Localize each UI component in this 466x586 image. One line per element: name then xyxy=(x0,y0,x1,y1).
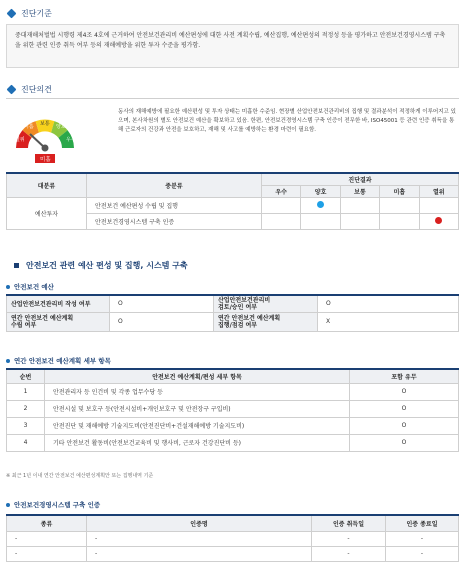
grade-header: 양호 xyxy=(301,185,340,197)
budget-value: O xyxy=(110,295,214,312)
budget-label-line: 연간 안전보건 예산계획 xyxy=(11,314,74,322)
result-table xyxy=(6,172,459,230)
gauge-icon xyxy=(10,104,80,164)
budget-value: O xyxy=(318,295,459,312)
grade-header: 미흡 xyxy=(380,185,419,197)
plan-inc: O xyxy=(350,400,459,417)
gauge-label-1: 미흡 xyxy=(24,124,34,130)
budget-label-line: 산업안전보건관리비 xyxy=(218,296,271,304)
budget-title: 안전보건 예산 xyxy=(14,283,54,291)
budget-label-line: 연간 안전보건 예산계획 xyxy=(218,314,281,322)
col-result-header: 진단결과 xyxy=(262,173,459,185)
grade-marker-dot xyxy=(435,217,442,224)
plan-header-inc: 포함 유무 xyxy=(350,369,459,383)
budget-label xyxy=(214,295,318,312)
cert-heading xyxy=(6,500,100,509)
cert-kind: - xyxy=(7,531,87,546)
diamond-bullet-icon xyxy=(7,85,17,95)
budget-label-line: 집행/점검 여부 xyxy=(218,321,258,329)
section2-title: 안전보건 관련 예산 편성 및 집행, 시스템 구축 xyxy=(26,261,188,270)
minor-cell: 안전보건경영시스템 구축 인증 xyxy=(87,213,262,229)
grade-cell xyxy=(380,197,419,213)
gauge-label-2: 보통 xyxy=(40,121,50,127)
cert-start: - xyxy=(312,546,386,561)
plan-item: 안전진단 및 재해예방 기술지도비(안전진단비+건설재해예방 기술지도비) xyxy=(45,417,350,434)
plan-item: 기타 안전보건 활동비(안전보건교육비 및 행사비, 근로자 건강진단비 등) xyxy=(45,434,350,451)
plan-table xyxy=(6,368,459,452)
budget-value: O xyxy=(110,312,214,331)
cert-kind: - xyxy=(7,546,87,561)
divider xyxy=(6,98,459,99)
gauge-value-label: 미흡 xyxy=(40,157,51,163)
grade-cell xyxy=(301,197,340,213)
cert-table xyxy=(6,514,459,562)
budget-label-line: 수립 여부 xyxy=(11,321,37,329)
dot-bullet-icon xyxy=(6,503,10,507)
table-row xyxy=(7,383,459,400)
major-cell: 예산투자 xyxy=(7,197,87,229)
opinion-title: 진단의견 xyxy=(21,85,52,94)
cert-end: - xyxy=(386,531,459,546)
plan-header-item: 안전보건 예산계획/편성 세부 항목 xyxy=(45,369,350,383)
cert-header-end: 인증 종료일 xyxy=(386,515,459,531)
plan-heading xyxy=(6,356,111,365)
grade-cell xyxy=(419,197,458,213)
gauge-label-4: 우수 xyxy=(66,137,76,143)
criteria-heading xyxy=(8,8,52,19)
grade-header: 우수 xyxy=(262,185,301,197)
section2-heading xyxy=(14,260,188,271)
budget-table xyxy=(6,294,459,332)
table-row xyxy=(7,295,459,312)
plan-no: 1 xyxy=(7,383,45,400)
grade-cell xyxy=(301,213,340,229)
col-minor-header: 중분류 xyxy=(87,173,262,197)
col-major-header: 대분류 xyxy=(7,173,87,197)
cert-name: - xyxy=(87,531,312,546)
plan-item: 안전관리자 등 인건비 및 각종 업무수당 등 xyxy=(45,383,350,400)
table-row xyxy=(7,312,459,331)
table-row xyxy=(7,546,459,561)
budget-label-line: 검토/승인 여부 xyxy=(218,303,258,311)
plan-inc: O xyxy=(350,417,459,434)
grade-cell xyxy=(380,213,419,229)
gauge-label-0: 열위 xyxy=(15,137,25,143)
grade-cell xyxy=(262,197,301,213)
opinion-box xyxy=(118,108,458,135)
cert-title: 안전보건경영시스템 구축 인증 xyxy=(14,501,101,509)
dot-bullet-icon xyxy=(6,359,10,363)
criteria-title: 진단기준 xyxy=(21,9,52,18)
plan-no: 3 xyxy=(7,417,45,434)
table-row xyxy=(7,434,459,451)
grade-cell xyxy=(262,213,301,229)
grade-cell xyxy=(340,213,379,229)
gauge-label-3: 양호 xyxy=(56,124,66,130)
grade-gauge xyxy=(10,104,80,164)
budget-label: 산업안전보건관리비 작성 여부 xyxy=(7,295,110,312)
diamond-bullet-icon xyxy=(7,9,17,19)
table-row xyxy=(7,531,459,546)
budget-label xyxy=(7,312,110,331)
budget-value: X xyxy=(318,312,459,331)
table-row xyxy=(7,417,459,434)
plan-item: 안전시설 및 보호구 등(안전시설비+개인보호구 및 안전장구 구입비) xyxy=(45,400,350,417)
table-row xyxy=(7,197,459,213)
grade-cell xyxy=(340,197,379,213)
budget-heading xyxy=(6,282,54,291)
cert-name: - xyxy=(87,546,312,561)
plan-note: ※ 최근 1년 이내 연간 안전보건 예산편성계획안 또는 집행내역 기준 xyxy=(6,473,154,479)
plan-title: 연간 안전보건 예산계획 세부 항목 xyxy=(14,357,111,365)
grade-header: 열위 xyxy=(419,185,458,197)
budget-label xyxy=(214,312,318,331)
plan-inc: O xyxy=(350,383,459,400)
grade-marker-dot xyxy=(317,201,324,208)
cert-header-start: 인증 취득일 xyxy=(312,515,386,531)
plan-header-no: 순번 xyxy=(7,369,45,383)
criteria-text: 중대재해처벌법 시행령 제4조 4호에 근거하여 안전보건관리비 예산편성에 대한 사전 계획수립, 예산집행, 예산편성의 적정성 등을 평가하고 안전보건경영시스템 구축을 위한 관련 인증 취득 여부 등의 재해예방을 위한 투자 수준을 평가함. xyxy=(15,32,446,49)
grade-header: 보통 xyxy=(340,185,379,197)
table-row xyxy=(7,400,459,417)
gauge-hub xyxy=(42,145,49,152)
square-bullet-icon xyxy=(14,263,19,268)
plan-no: 2 xyxy=(7,400,45,417)
plan-inc: O xyxy=(350,434,459,451)
criteria-box xyxy=(6,24,459,68)
grade-cell xyxy=(419,213,458,229)
cert-header-kind: 종류 xyxy=(7,515,87,531)
plan-no: 4 xyxy=(7,434,45,451)
cert-header-name: 인증명 xyxy=(87,515,312,531)
cert-end: - xyxy=(386,546,459,561)
opinion-text: 동사의 재해예방에 필요한 예산편성 및 투자 상태는 미흡한 수준임. 현장별 산업안전보건관리비의 집행 및 결과분석이 적정하게 이루어지고 있으며, 본사차원의 별도 안전보건 예산을 확보하고 있음. 한편, 안전보건경영시스템 구축 인증이 전무한 바, ISO45001 등 관련 인증 취득을 통해 근로자의 건강과 안전을 보호하고, 재해 및 사고를 예방하는 환경 마련이 필요함. xyxy=(118,109,456,133)
dot-bullet-icon xyxy=(6,285,10,289)
opinion-heading xyxy=(8,84,52,95)
cert-start: - xyxy=(312,531,386,546)
minor-cell: 안전보건 예산편성 수립 및 집행 xyxy=(87,197,262,213)
